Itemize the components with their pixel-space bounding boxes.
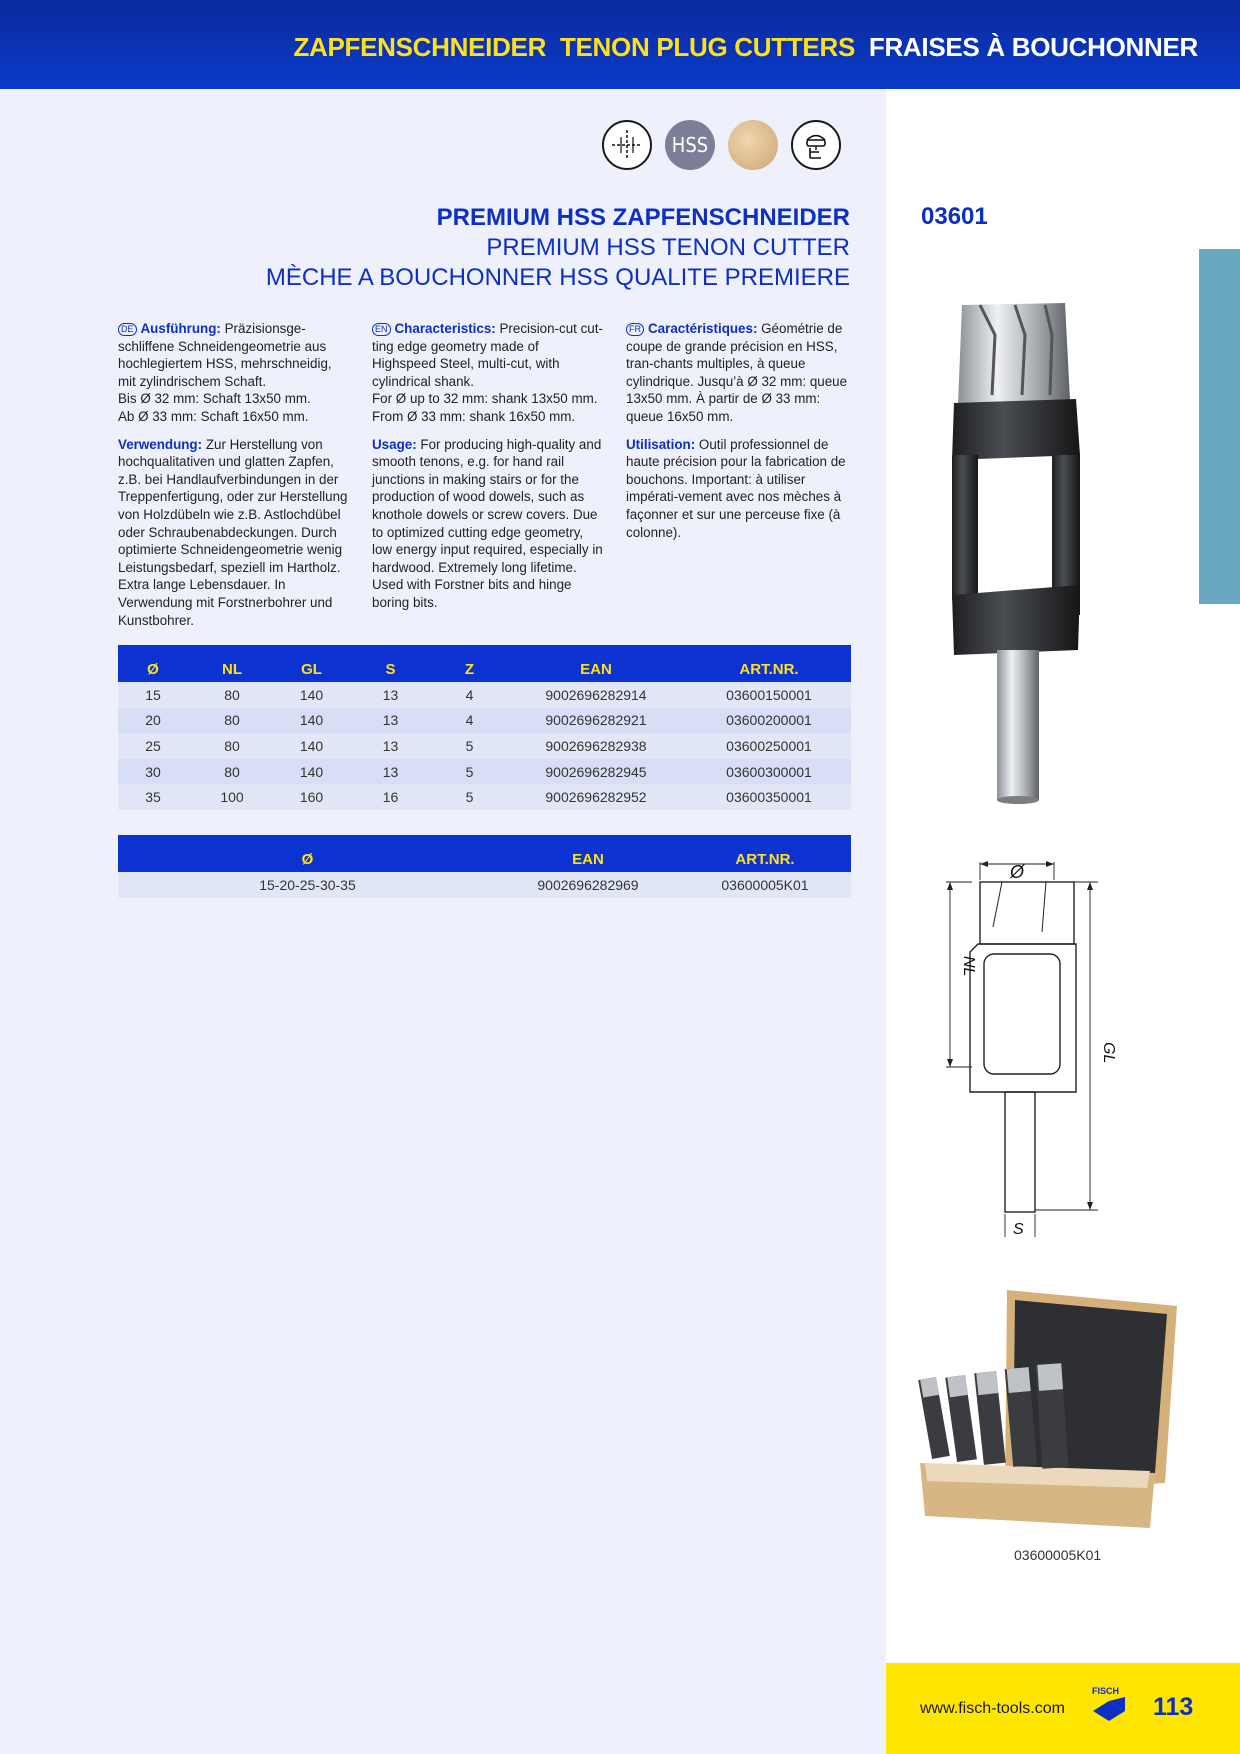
table-header-cell: EAN xyxy=(505,645,687,682)
table-header-cell: Z xyxy=(434,645,505,682)
table-cell: 160 xyxy=(276,784,347,810)
table-cell: 80 xyxy=(188,733,276,759)
header-title-fr: FRAISES À BOUCHONNER xyxy=(868,32,1198,62)
char-text-en: Precision-cut cut-ting edge geometry made of Highspeed Steel, multi-cut, with cylindrical shank. xyxy=(372,321,603,389)
table-row xyxy=(118,682,851,708)
char-text-de: Präzisionsge-schliffene Schneidengeometrie aus hochlegiertem HSS, mehrschneidig, mit zylindrischem Schaft. xyxy=(118,321,332,389)
char-text-fr: Géométrie de coupe de grande précision en HSS, tran-chants multiples, à queue cylindrique. xyxy=(626,321,843,389)
diameter-label: Ø xyxy=(1010,862,1025,882)
table-cell: 9002696282921 xyxy=(505,708,687,734)
usage-label-de: Verwendung: xyxy=(118,436,203,452)
table-cell: 13 xyxy=(347,733,434,759)
product-title-en: PREMIUM HSS TENON CUTTER xyxy=(486,234,850,261)
set-caption: 03600005K01 xyxy=(1014,1547,1102,1563)
char-label-de: Ausführung: xyxy=(140,321,221,336)
usage-label-fr: Utilisation: xyxy=(626,436,696,452)
table-cell: 15-20-25-30-35 xyxy=(118,872,497,898)
char-line2-en: For Ø up to 32 mm: shank 13x50 mm. xyxy=(372,391,598,407)
table-cell: 4 xyxy=(434,708,505,734)
table-header-cell: EAN xyxy=(497,835,679,872)
table-row xyxy=(118,733,851,759)
table-header-cell: Ø xyxy=(118,645,188,682)
table-cell: 140 xyxy=(276,733,347,759)
table-header-cell: ART.NR. xyxy=(679,835,851,872)
table-cell: 03600350001 xyxy=(687,784,851,810)
table-cell: 13 xyxy=(347,708,434,734)
section-tab xyxy=(1199,249,1240,604)
table-cell: 25 xyxy=(118,733,188,759)
table-cell: 140 xyxy=(276,759,347,785)
page-header xyxy=(0,0,1240,89)
table-cell: 03600005K01 xyxy=(679,872,851,898)
hss-icon-label: HSS xyxy=(671,133,709,157)
description-fr xyxy=(626,320,858,551)
brand-logo-text: FISCH xyxy=(1092,1686,1119,1696)
table-cell: 4 xyxy=(434,682,505,708)
set-table xyxy=(118,835,851,898)
fisch-logo-icon xyxy=(1089,1687,1129,1727)
table-cell: 140 xyxy=(276,708,347,734)
wood-icon xyxy=(728,120,778,170)
table-cell: 20 xyxy=(118,708,188,734)
table-cell: 80 xyxy=(188,682,276,708)
lang-badge-en: EN xyxy=(372,323,391,336)
crosshair-icon xyxy=(602,120,652,170)
table-cell: 80 xyxy=(188,759,276,785)
table-header-cell: GL xyxy=(276,645,347,682)
safety-goggles-icon xyxy=(791,120,841,170)
table-header-cell: Ø xyxy=(118,835,497,872)
technical-drawing xyxy=(938,852,1118,1247)
table-row xyxy=(118,784,851,810)
table-header-row xyxy=(118,645,851,682)
table-header-cell: ART.NR. xyxy=(687,645,851,682)
product-title-de: PREMIUM HSS ZAPFENSCHNEIDER xyxy=(436,204,850,231)
gl-label: GL xyxy=(1100,1042,1117,1064)
table-cell: 5 xyxy=(434,733,505,759)
table-cell: 5 xyxy=(434,759,505,785)
table-row xyxy=(118,708,851,734)
usage-text-en: For producing high-quality and smooth tenons, e.g. for hand rail junctions in making stairs or for the production of wood dowels, such as knothole dowels or screw covers. Due to optimized cutting edge geometry, low energy input required, especially in hardwood. Extremely long lifetime. Used with Forstner bits and hinge boring bits. xyxy=(372,436,603,610)
char-line3-de: Ab Ø 33 mm: Schaft 16x50 mm. xyxy=(118,408,309,424)
description-en xyxy=(372,320,604,622)
product-titles xyxy=(266,203,850,293)
table-cell: 9002696282914 xyxy=(505,682,687,708)
table-cell: 140 xyxy=(276,682,347,708)
usage-text-de: Zur Herstellung von hochqualitativen und glatten Zapfen, z.B. bei Handlaufverbindungen in der Treppenfertigung, oder zur Herstellung von Holzdübeln wie z.B. Astlochdübel oder Schraubenabdeckungen. Durch optimierte Schneidengeometrie wenig Leistungsbedarf, speziell im Hartholz. Extra lange Lebensdauer. In Verwendung mit Forstnerbohrer und Kunstbohrer. xyxy=(118,436,348,628)
page-number: 113 xyxy=(1153,1693,1194,1721)
table-cell: 9002696282952 xyxy=(505,784,687,810)
s-label: S xyxy=(1013,1221,1024,1238)
description-de xyxy=(118,320,350,639)
usage-label-en: Usage: xyxy=(372,436,417,452)
table-cell: 30 xyxy=(118,759,188,785)
cutter-set-photo xyxy=(915,1288,1185,1543)
hss-icon xyxy=(665,120,715,170)
table-cell: 03600300001 xyxy=(687,759,851,785)
char-label-en: Characteristics: xyxy=(394,321,496,336)
table-cell: 03600200001 xyxy=(687,708,851,734)
website-link[interactable]: www.fisch-tools.com xyxy=(920,1700,1065,1717)
table-cell: 13 xyxy=(347,759,434,785)
table-row xyxy=(118,872,851,898)
lang-badge-de: DE xyxy=(118,323,137,336)
usage-text-fr: Outil professionnel de haute précision pour la fabrication de bouchons. Important: à utiliser impérati-vement avec nos mèches à façonner et sur une perceuse fixe (à colonne). xyxy=(626,436,846,540)
char-line2-fr: Jusqu’à Ø 32 mm: queue 13x50 mm. À partir de Ø 33 mm: queue 16x50 mm. xyxy=(626,373,848,424)
table-cell: 9002696282945 xyxy=(505,759,687,785)
product-title-fr: MÈCHE A BOUCHONNER HSS QUALITE PREMIERE xyxy=(265,264,850,291)
page-footer xyxy=(886,1663,1240,1754)
table-cell: 80 xyxy=(188,708,276,734)
table-cell: 35 xyxy=(118,784,188,810)
product-code: 03601 xyxy=(921,203,988,230)
char-line3-en: From Ø 33 mm: shank 16x50 mm. xyxy=(372,408,576,424)
header-title-de: ZAPFENSCHNEIDER xyxy=(293,32,547,62)
table-cell: 03600250001 xyxy=(687,733,851,759)
nl-label: NL xyxy=(960,956,977,977)
header-title-en: TENON PLUG CUTTERS xyxy=(559,32,855,62)
table-cell: 16 xyxy=(347,784,434,810)
table-cell: 9002696282938 xyxy=(505,733,687,759)
table-header-cell: NL xyxy=(188,645,276,682)
lang-badge-fr: FR xyxy=(626,323,644,336)
table-cell: 9002696282969 xyxy=(497,872,679,898)
char-label-fr: Caractéristiques: xyxy=(648,321,758,336)
table-cell: 13 xyxy=(347,682,434,708)
char-line2-de: Bis Ø 32 mm: Schaft 13x50 mm. xyxy=(118,391,311,407)
table-row xyxy=(118,759,851,785)
table-cell: 100 xyxy=(188,784,276,810)
feature-icons xyxy=(602,120,841,170)
tenon-cutter-photo xyxy=(940,295,1090,805)
table-header-cell: S xyxy=(347,645,434,682)
table-header-row xyxy=(118,835,851,872)
table-cell: 5 xyxy=(434,784,505,810)
table-cell: 03600150001 xyxy=(687,682,851,708)
header-titles xyxy=(293,32,1198,63)
spec-table xyxy=(118,645,851,810)
table-cell: 15 xyxy=(118,682,188,708)
